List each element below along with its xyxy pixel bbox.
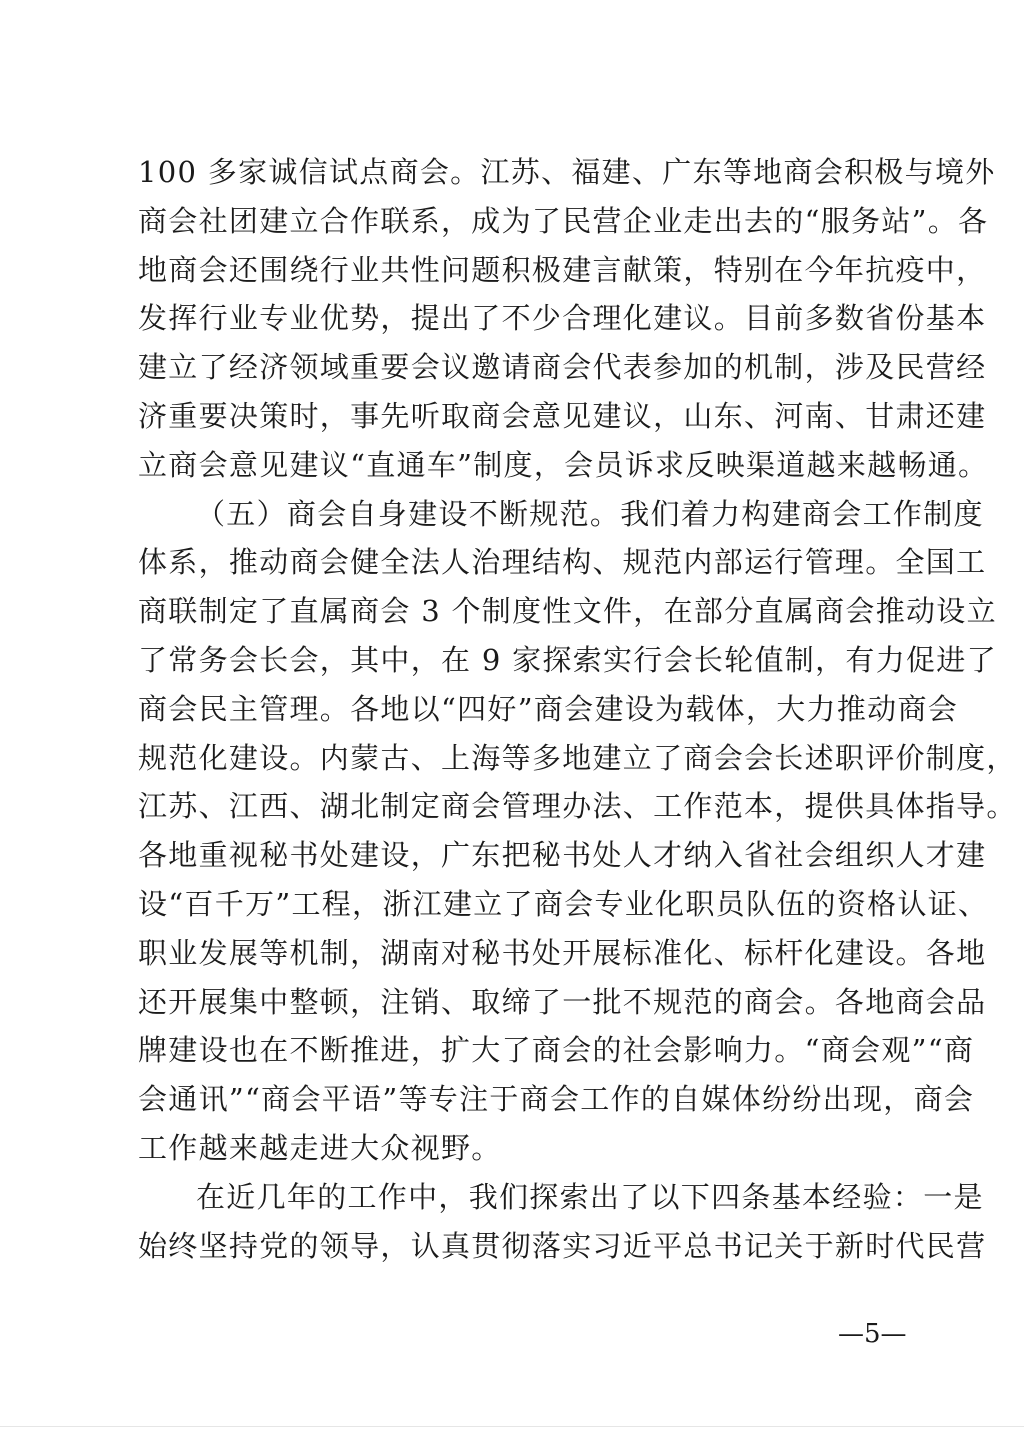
- text-line: 职业发展等机制，湖南对秘书处开展标准化、标杆化建设。各地: [138, 935, 987, 970]
- section-heading-line: （五）商会自身建设不断规范。我们着力构建商会工作制度: [196, 496, 984, 531]
- text-line: 设“百千万”工程，浙江建立了商会专业化职员队伍的资格认证、: [138, 886, 989, 921]
- text-line: 济重要决策时，事先听取商会意见建议，山东、河南、甘肃还建: [138, 398, 987, 433]
- text-line: 工作越来越走进大众视野。: [138, 1130, 502, 1165]
- text-line: 商联制定了直属商会 3 个制度性文件，在部分直属商会推动设立: [138, 594, 997, 629]
- text-line: 江苏、江西、湖北制定商会管理办法、工作范本，提供具体指导。: [138, 789, 1017, 824]
- text-line: 还开展集中整顿，注销、取缔了一批不规范的商会。各地商会品: [138, 984, 987, 1019]
- text-line: 各地重视秘书处建设，广东把秘书处人才纳入省社会组织人才建: [138, 838, 987, 873]
- text-line: 商会社团建立合作联系，成为了民营企业走出去的“服务站”。各: [138, 203, 989, 238]
- text-line: 立商会意见建议“直通车”制度，会员诉求反映渠道越来越畅通。: [138, 447, 989, 482]
- text-line: 100 多家诚信试点商会。江苏、福建、广东等地商会积极与境外: [138, 155, 996, 189]
- text-line: 体系，推动商会健全法人治理结构、规范内部运行管理。全国工: [138, 545, 987, 580]
- paragraph-start-line: 在近几年的工作中，我们探索出了以下四条基本经验：一是: [196, 1179, 984, 1214]
- text-line: 发挥行业专业优势，提出了不少合理化建议。目前多数省份基本: [138, 301, 987, 336]
- page-number: —5—: [838, 1319, 907, 1349]
- text-line: 地商会还围绕行业共性问题积极建言献策，特别在今年抗疫中，: [138, 252, 987, 287]
- text-line: 商会民主管理。各地以“四好”商会建设为载体，大力推动商会: [138, 691, 959, 726]
- text-line: 牌建设也在不断推进，扩大了商会的社会影响力。“商会观”“商: [138, 1033, 975, 1068]
- text-line: 会通讯”“商会平语”等专注于商会工作的自媒体纷纷出现，商会: [138, 1082, 975, 1117]
- page-bottom-divider: [0, 1426, 1024, 1427]
- text-line: 了常务会长会，其中，在 9 家探索实行会长轮值制，有力促进了: [138, 642, 997, 677]
- text-line: 建立了经济领域重要会议邀请商会代表参加的机制，涉及民营经: [138, 350, 987, 385]
- body-text: [138, 148, 1017, 1270]
- text-line: 规范化建设。内蒙古、上海等多地建立了商会会长述职评价制度，: [138, 740, 1017, 775]
- text-line: 始终坚持党的领导，认真贯彻落实习近平总书记关于新时代民营: [138, 1228, 987, 1263]
